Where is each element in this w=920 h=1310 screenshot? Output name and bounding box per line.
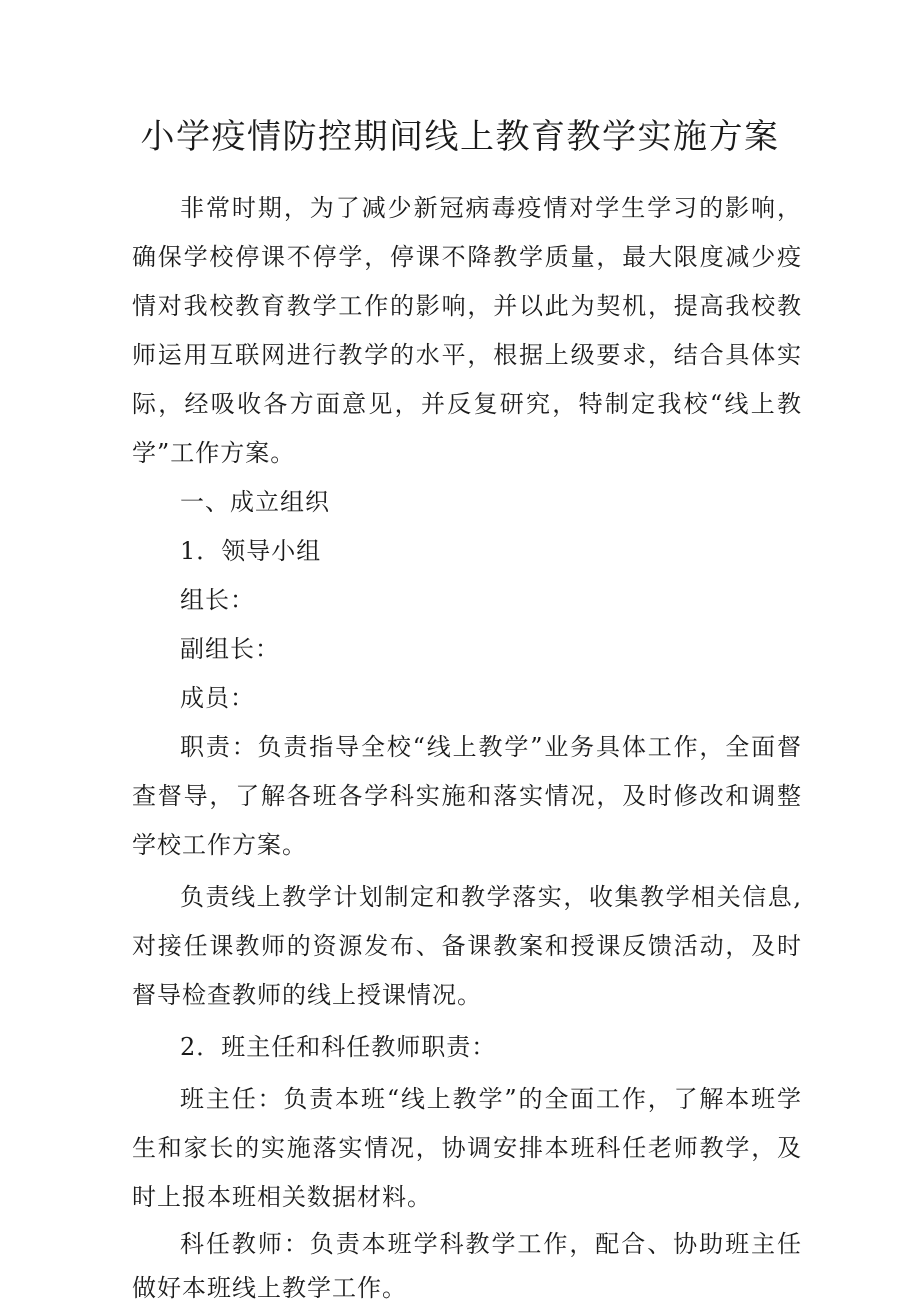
subsection-teacher-duties: 2．班主任和科任教师职责： [180, 1033, 497, 1061]
members-line: 成员： [180, 684, 255, 712]
teaching-plan-paragraph: 负责线上教学计划制定和教学落实，收集教学相关信息,对接任课教师的资源发布、备课教案和授课反馈活动，及时督导检查教师的线上授课情况。 [132, 883, 802, 1009]
deputy-leader-line: 副组长： [180, 635, 280, 663]
head-teacher-paragraph: 班主任：负责本班“线上教学”的全面工作，了解本班学生和家长的实施落实情况，协调安排本班科任老师教学，及时上报本班相关数据材料。 [132, 1085, 802, 1211]
intro-paragraph: 非常时期，为了减少新冠病毒疫情对学生学习的影响，确保学校停课不停学，停课不降教学质量，最大限度减少疫情对我校教育教学工作的影响，并以此为契机，提高我校教师运用互联网进行教学的水平，根据上级要求，结合具体实际，经吸收各方面意见，并反复研究，特制定我校“线上教学”工作方案。 [132, 194, 802, 467]
document-body [132, 184, 802, 1310]
subject-teacher-paragraph: 科任教师：负责本班学科教学工作，配合、协助班主任做好本班线上教学工作。 [132, 1230, 802, 1302]
document-title: 小学疫情防控期间线上教育教学实施方案 [140, 117, 780, 157]
duties-paragraph: 职责：负责指导全校“线上教学”业务具体工作，全面督查督导，了解各班各学科实施和落实情况，及时修改和调整学校工作方案。 [132, 733, 802, 859]
group-leader-line: 组长： [180, 586, 255, 614]
subsection-leadership-group: 1．领导小组 [180, 537, 322, 565]
section-heading-organization: 一、成立组织 [180, 488, 330, 516]
